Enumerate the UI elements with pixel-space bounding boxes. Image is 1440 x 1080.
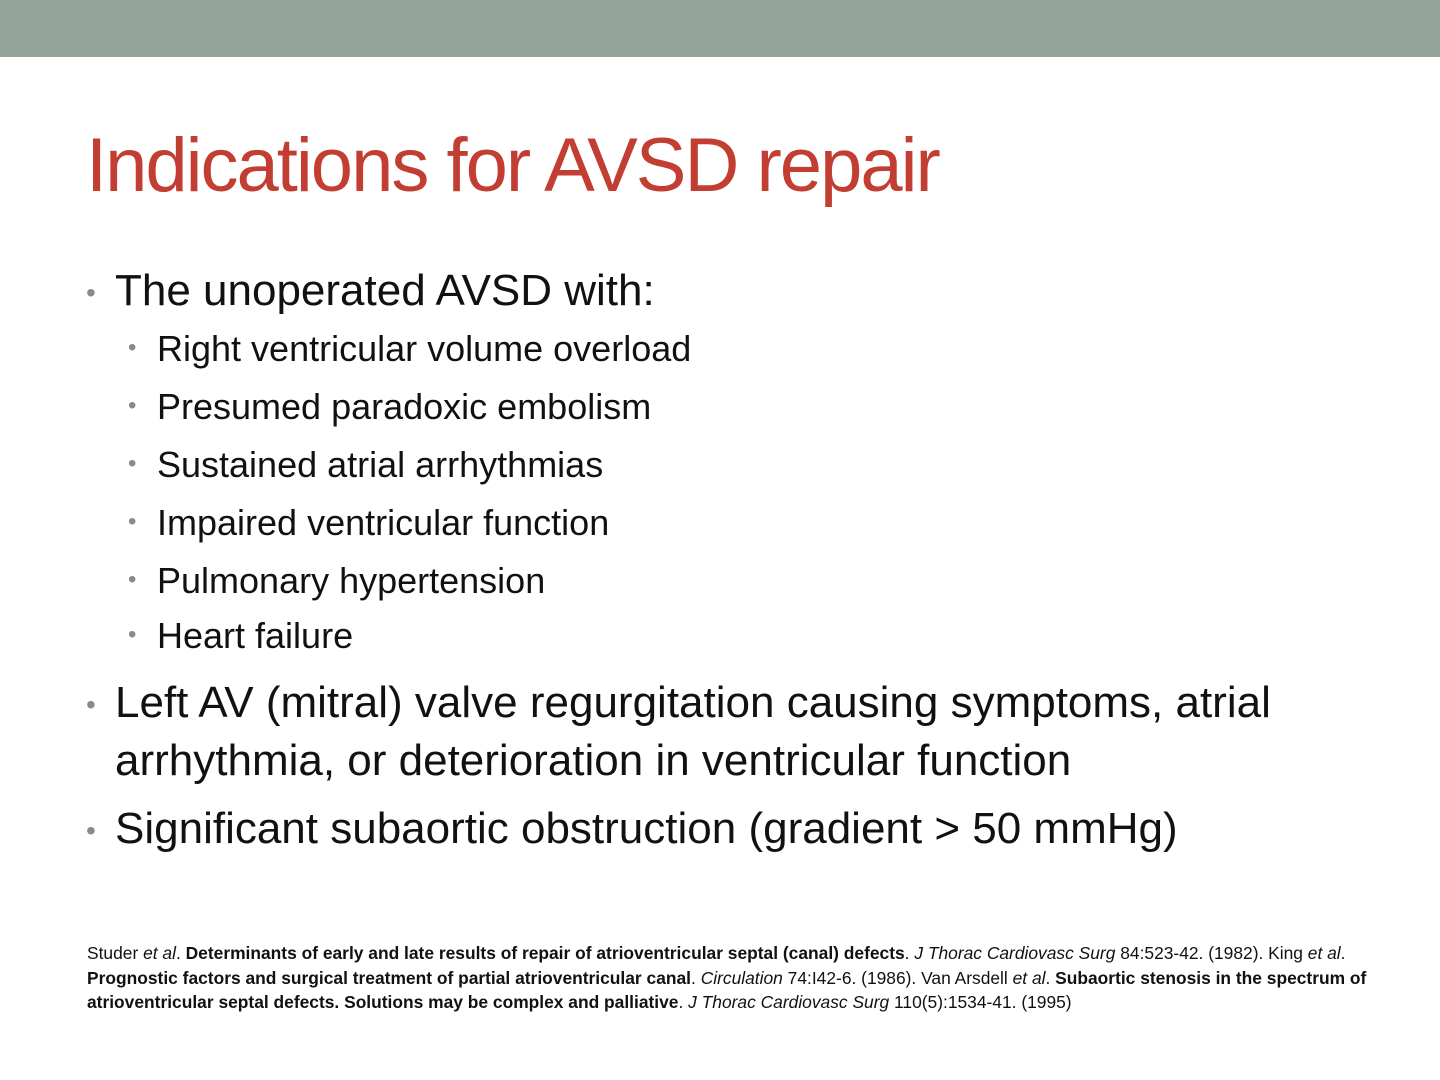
ref-title: Determinants of early and late results of repair of atrioventricular septal (canal) defects	[185, 943, 905, 963]
bullet-dot-icon: •	[128, 566, 137, 593]
bullet-text: Left AV (mitral) valve regurgitation causing symptoms, atrial arrhythmia, or deterioration in ventricular function	[115, 678, 1271, 785]
ref-punct: .	[691, 967, 701, 988]
bullet-dot-icon: •	[128, 450, 137, 477]
ref-journal: Circulation	[700, 967, 783, 988]
ref-etal: et al	[1012, 967, 1046, 988]
references-footnote	[87, 941, 1377, 1015]
bullet-dot-icon: •	[128, 334, 137, 361]
ref-punct: .	[1340, 943, 1346, 963]
ref-author: Studer	[87, 943, 144, 963]
sub-bullet-item	[128, 494, 1376, 552]
ref-etal: et al	[1307, 943, 1341, 963]
sub-bullet-item	[128, 436, 1376, 494]
bullet-item-subaortic	[86, 800, 1376, 858]
ref-author: Van Arsdell	[921, 967, 1013, 988]
ref-punct: .	[678, 992, 689, 1012]
sub-bullet-text: Presumed paradoxic embolism	[157, 386, 652, 427]
bullet-dot-icon: •	[128, 508, 137, 535]
ref-etal: et al	[143, 943, 176, 963]
sub-bullet-list	[86, 320, 1376, 662]
sub-bullet-text: Impaired ventricular function	[157, 502, 610, 543]
slide-title: Indications for AVSD repair	[86, 123, 939, 208]
ref-punct: .	[1045, 967, 1056, 988]
ref-citation: 84:523-42. (1982).	[1115, 943, 1269, 963]
bullet-dot-icon: •	[86, 277, 96, 308]
bullet-item-mitral	[86, 674, 1376, 790]
bullet-dot-icon: •	[128, 392, 137, 419]
ref-citation: 74:I42-6. (1986).	[782, 967, 922, 988]
top-accent-bar	[0, 0, 1440, 57]
sub-bullet-text: Pulmonary hypertension	[157, 560, 546, 601]
sub-bullet-text: Heart failure	[157, 615, 354, 656]
bullet-dot-icon: •	[86, 689, 96, 720]
bullet-item-unoperated	[86, 262, 1376, 320]
ref-citation: 110(5):1534-41. (1995)	[889, 992, 1072, 1012]
sub-bullet-item	[128, 610, 1376, 662]
bullet-text: Significant subaortic obstruction (gradient > 50 mmHg)	[115, 804, 1178, 853]
sub-bullet-item	[128, 378, 1376, 436]
ref-punct: .	[175, 943, 186, 963]
bullet-dot-icon: •	[86, 815, 96, 846]
bullet-dot-icon: •	[128, 621, 137, 648]
sub-bullet-text: Right ventricular volume overload	[157, 328, 692, 369]
sub-bullet-item	[128, 552, 1376, 610]
ref-punct: .	[904, 943, 915, 963]
ref-author: King	[1268, 943, 1308, 963]
ref-title: Subaortic stenosis in the spectrum of atrioventricular septal defects. Solutions may be complex and palliative	[87, 967, 1367, 1012]
sub-bullet-item	[128, 320, 1376, 378]
sub-bullet-text: Sustained atrial arrhythmias	[157, 444, 604, 485]
ref-journal: J Thorac Cardiovasc Surg	[914, 943, 1116, 963]
ref-title: Prognostic factors and surgical treatment of partial atrioventricular canal	[87, 967, 692, 988]
bullet-text: The unoperated AVSD with:	[115, 266, 655, 315]
bullet-list	[86, 262, 1376, 858]
ref-journal: J Thorac Cardiovasc Surg	[688, 992, 890, 1012]
sub-bullet-group	[86, 320, 1376, 662]
